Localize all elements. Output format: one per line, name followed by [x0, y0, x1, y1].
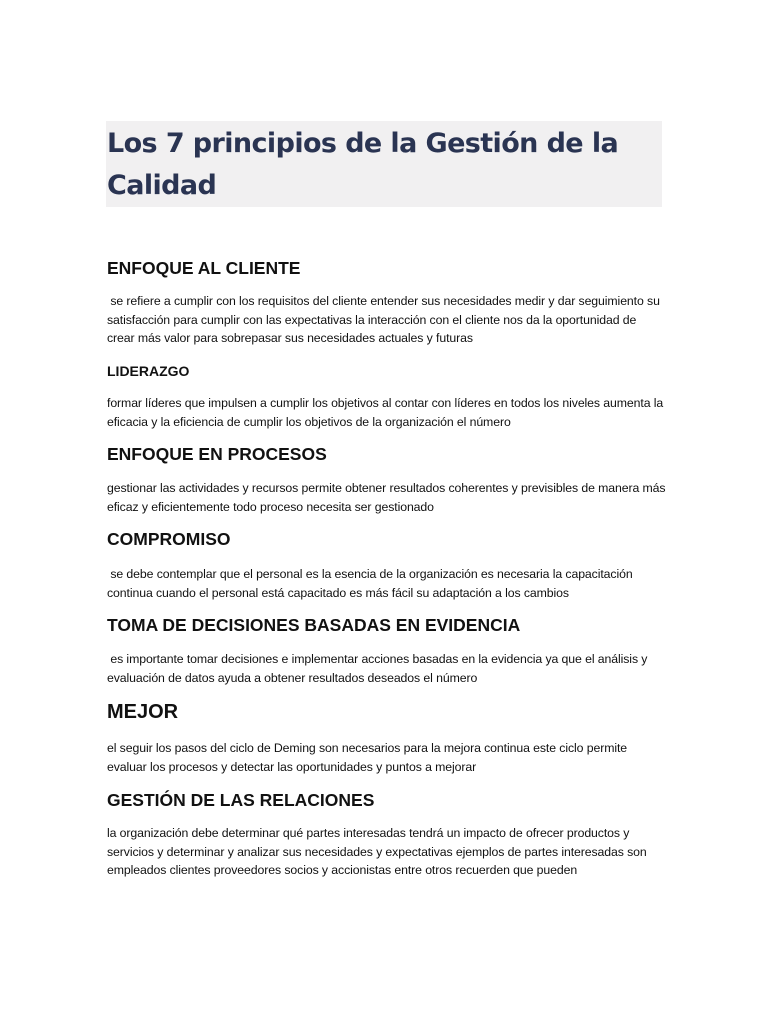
section-heading-gestion-de-las-relaciones: GESTIÓN DE LAS RELACIONES [107, 790, 375, 810]
section-body-enfoque-en-procesos: gestionar las actividades y recursos permite obtener resultados coherentes y previsibles de manera más eficaz y eficientemente todo proceso necesita ser gestionado [107, 481, 669, 514]
section-body-mejor: el seguir los pasos del ciclo de Deming son necesarios para la mejora continua este ciclo permite evaluar los procesos y detectar las oportunidades y puntos a mejorar [107, 741, 631, 774]
section-body-gestion-de-las-relaciones: la organización debe determinar qué partes interesadas tendrá un impacto de ofrecer productos y servicios y determinar y analizar sus necesidades y expectativas ejemplos de partes interesadas son empleados clientes proveedores socios y accionistas entre otros recuerden que pueden [107, 826, 650, 877]
section-heading-compromiso: COMPROMISO [107, 529, 231, 549]
section-body-liderazgo: formar líderes que impulsen a cumplir los objetivos al contar con líderes en todos los niveles aumenta la eficacia y la eficiencia de cumplir los objetivos de la organización el número [107, 396, 667, 429]
section-heading-enfoque-en-procesos: ENFOQUE EN PROCESOS [107, 444, 327, 464]
section-body-toma-de-decisiones: es importante tomar decisiones e implementar acciones basadas en la evidencia ya que el análisis y evaluación de datos ayuda a obtener resultados deseados el número [107, 652, 651, 685]
section-heading-liderazgo: LIDERAZGO [107, 363, 190, 379]
section-heading-enfoque-al-cliente: ENFOQUE AL CLIENTE [107, 258, 301, 278]
page-title: Los 7 principios de la Gestión de la Calidad [107, 128, 619, 201]
section-body-enfoque-al-cliente: se refiere a cumplir con los requisitos del cliente entender sus necesidades medir y dar seguimiento su satisfacción para cumplir con las expectativas la interacción con el cliente nos da la oportunidad de crear más valor para sobrepasar sus necesidades actuales y futuras [107, 294, 664, 345]
section-body-compromiso: se debe contemplar que el personal es la esencia de la organización es necesaria la capacitación continua cuando el personal está capacitado es más fácil su adaptación a los cambios [107, 567, 636, 600]
section-heading-mejor: MEJOR [107, 701, 179, 723]
section-heading-toma-de-decisiones: TOMA DE DECISIONES BASADAS EN EVIDENCIA [107, 615, 521, 635]
